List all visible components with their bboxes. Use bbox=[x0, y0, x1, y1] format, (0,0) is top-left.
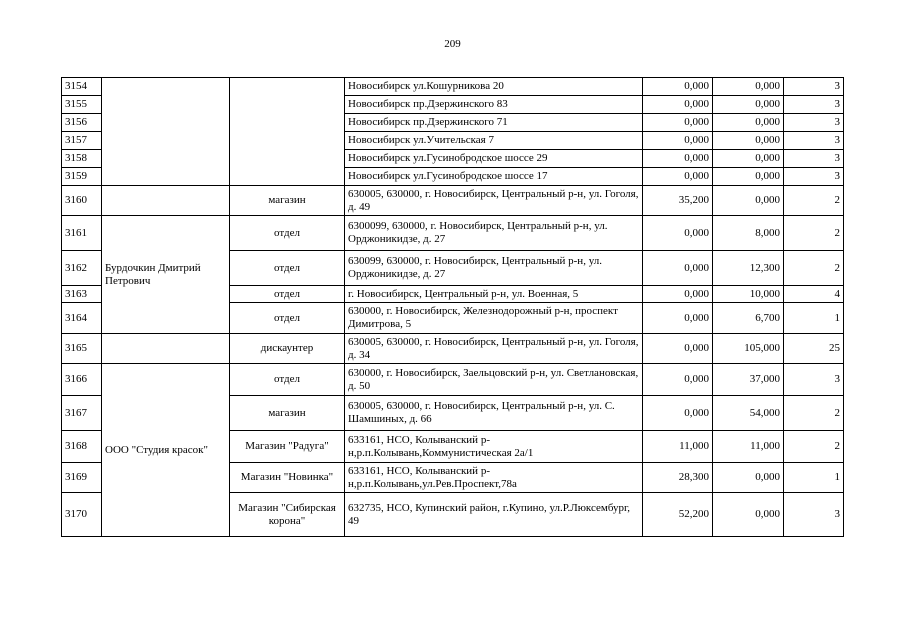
row-number: 3169 bbox=[62, 463, 102, 493]
value-1-cell: 0,000 bbox=[643, 216, 713, 251]
value-2-cell: 8,000 bbox=[713, 216, 784, 251]
category-cell: 2 bbox=[784, 216, 844, 251]
address-cell: Новосибирск ул.Гусинобродское шоссе 29 bbox=[345, 150, 643, 168]
object-type-cell: Магазин "Радуга" bbox=[230, 431, 345, 463]
category-cell: 3 bbox=[784, 132, 844, 150]
value-2-cell: 0,000 bbox=[713, 150, 784, 168]
category-cell: 4 bbox=[784, 286, 844, 303]
category-cell: 2 bbox=[784, 396, 844, 431]
value-2-cell: 54,000 bbox=[713, 396, 784, 431]
value-1-cell: 0,000 bbox=[643, 251, 713, 286]
value-1-cell: 11,000 bbox=[643, 431, 713, 463]
value-2-cell: 0,000 bbox=[713, 132, 784, 150]
value-2-cell: 0,000 bbox=[713, 493, 784, 537]
row-number: 3160 bbox=[62, 186, 102, 216]
registry-table bbox=[61, 77, 844, 537]
object-type-cell: магазин bbox=[230, 396, 345, 431]
object-type-cell: Магазин "Сибирская корона" bbox=[230, 493, 345, 537]
page-number: 209 bbox=[444, 38, 461, 50]
object-type-cell: дискаунтер bbox=[230, 334, 345, 364]
address-cell: 632735, НСО, Купинский район, г.Купино, ул.Р.Люксембург, 49 bbox=[345, 493, 643, 537]
value-1-cell: 0,000 bbox=[643, 303, 713, 334]
value-2-cell: 10,000 bbox=[713, 286, 784, 303]
category-cell: 3 bbox=[784, 364, 844, 396]
row-number: 3163 bbox=[62, 286, 102, 303]
owner-cell-empty bbox=[102, 78, 230, 186]
value-2-cell: 0,000 bbox=[713, 463, 784, 493]
row-number: 3170 bbox=[62, 493, 102, 537]
category-cell: 1 bbox=[784, 463, 844, 493]
value-1-cell: 0,000 bbox=[643, 132, 713, 150]
value-1-cell: 52,200 bbox=[643, 493, 713, 537]
object-type-cell-empty bbox=[230, 78, 345, 186]
object-type-cell: магазин bbox=[230, 186, 345, 216]
row-number: 3158 bbox=[62, 150, 102, 168]
value-2-cell: 37,000 bbox=[713, 364, 784, 396]
category-cell: 3 bbox=[784, 78, 844, 96]
value-2-cell: 0,000 bbox=[713, 186, 784, 216]
row-number: 3162 bbox=[62, 251, 102, 286]
row-number: 3154 bbox=[62, 78, 102, 96]
owner-name-cell: ООО "Студия красок" bbox=[102, 364, 230, 537]
value-1-cell: 0,000 bbox=[643, 396, 713, 431]
object-type-cell: отдел bbox=[230, 303, 345, 334]
address-cell: 633161, НСО, Колыванский р-н,р.п.Колывань,ул.Рев.Проспект,78а bbox=[345, 463, 643, 493]
address-cell: г. Новосибирск, Центральный р-н, ул. Военная, 5 bbox=[345, 286, 643, 303]
address-cell: 630000, г. Новосибирск, Заельцовский р-н, ул. Светлановская, д. 50 bbox=[345, 364, 643, 396]
category-cell: 3 bbox=[784, 96, 844, 114]
category-cell: 25 bbox=[784, 334, 844, 364]
address-cell: 630000, г. Новосибирск, Железнодорожный р-н, проспект Димитрова, 5 bbox=[345, 303, 643, 334]
object-type-cell: Магазин "Новинка" bbox=[230, 463, 345, 493]
address-cell: Новосибирск ул.Гусинобродское шоссе 17 bbox=[345, 168, 643, 186]
address-cell: 633161, НСО, Колыванский р-н,р.п.Колывань,Коммунистическая 2а/1 bbox=[345, 431, 643, 463]
owner-cell-empty bbox=[102, 186, 230, 216]
address-cell: 630005, 630000, г. Новосибирск, Центральный р-н, ул. С. Шамшиных, д. 66 bbox=[345, 396, 643, 431]
value-2-cell: 0,000 bbox=[713, 114, 784, 132]
row-number: 3166 bbox=[62, 364, 102, 396]
value-1-cell: 0,000 bbox=[643, 168, 713, 186]
category-cell: 1 bbox=[784, 303, 844, 334]
row-number: 3168 bbox=[62, 431, 102, 463]
table-row bbox=[62, 334, 844, 364]
row-number: 3159 bbox=[62, 168, 102, 186]
address-cell: Новосибирск пр.Дзержинского 83 bbox=[345, 96, 643, 114]
value-2-cell: 6,700 bbox=[713, 303, 784, 334]
row-number: 3161 bbox=[62, 216, 102, 251]
address-cell: 6300099, 630000, г. Новосибирск, Центральный р-н, ул. Орджоникидзе, д. 27 bbox=[345, 216, 643, 251]
table-row bbox=[62, 364, 844, 396]
value-1-cell: 0,000 bbox=[643, 286, 713, 303]
owner-cell-empty bbox=[102, 334, 230, 364]
value-1-cell: 0,000 bbox=[643, 96, 713, 114]
category-cell: 2 bbox=[784, 251, 844, 286]
row-number: 3157 bbox=[62, 132, 102, 150]
address-cell: 630005, 630000, г. Новосибирск, Центральный р-н, ул. Гоголя, д. 49 bbox=[345, 186, 643, 216]
value-1-cell: 0,000 bbox=[643, 78, 713, 96]
value-2-cell: 0,000 bbox=[713, 168, 784, 186]
value-1-cell: 0,000 bbox=[643, 334, 713, 364]
object-type-cell: отдел bbox=[230, 251, 345, 286]
value-2-cell: 105,000 bbox=[713, 334, 784, 364]
value-2-cell: 12,300 bbox=[713, 251, 784, 286]
object-type-cell: отдел bbox=[230, 364, 345, 396]
category-cell: 2 bbox=[784, 431, 844, 463]
object-type-cell: отдел bbox=[230, 216, 345, 251]
address-cell: Новосибирск пр.Дзержинского 71 bbox=[345, 114, 643, 132]
address-cell: 630005, 630000, г. Новосибирск, Центральный р-н, ул. Гоголя, д. 34 bbox=[345, 334, 643, 364]
address-cell: Новосибирск ул.Кошурникова 20 bbox=[345, 78, 643, 96]
value-1-cell: 0,000 bbox=[643, 114, 713, 132]
address-cell: Новосибирск ул.Учительская 7 bbox=[345, 132, 643, 150]
category-cell: 3 bbox=[784, 150, 844, 168]
category-cell: 2 bbox=[784, 186, 844, 216]
category-cell: 3 bbox=[784, 114, 844, 132]
value-1-cell: 0,000 bbox=[643, 150, 713, 168]
address-cell: 630099, 630000, г. Новосибирск, Центральный р-н, ул. Орджоникидзе, д. 27 bbox=[345, 251, 643, 286]
table-row bbox=[62, 78, 844, 96]
value-1-cell: 28,300 bbox=[643, 463, 713, 493]
row-number: 3155 bbox=[62, 96, 102, 114]
table-row bbox=[62, 186, 844, 216]
owner-name-cell: Бурдочкин Дмитрий Петрович bbox=[102, 216, 230, 334]
table-row bbox=[62, 216, 844, 251]
row-number: 3165 bbox=[62, 334, 102, 364]
category-cell: 3 bbox=[784, 493, 844, 537]
row-number: 3167 bbox=[62, 396, 102, 431]
row-number: 3164 bbox=[62, 303, 102, 334]
value-2-cell: 0,000 bbox=[713, 96, 784, 114]
category-cell: 3 bbox=[784, 168, 844, 186]
value-2-cell: 0,000 bbox=[713, 78, 784, 96]
object-type-cell: отдел bbox=[230, 286, 345, 303]
value-2-cell: 11,000 bbox=[713, 431, 784, 463]
value-1-cell: 35,200 bbox=[643, 186, 713, 216]
row-number: 3156 bbox=[62, 114, 102, 132]
value-1-cell: 0,000 bbox=[643, 364, 713, 396]
